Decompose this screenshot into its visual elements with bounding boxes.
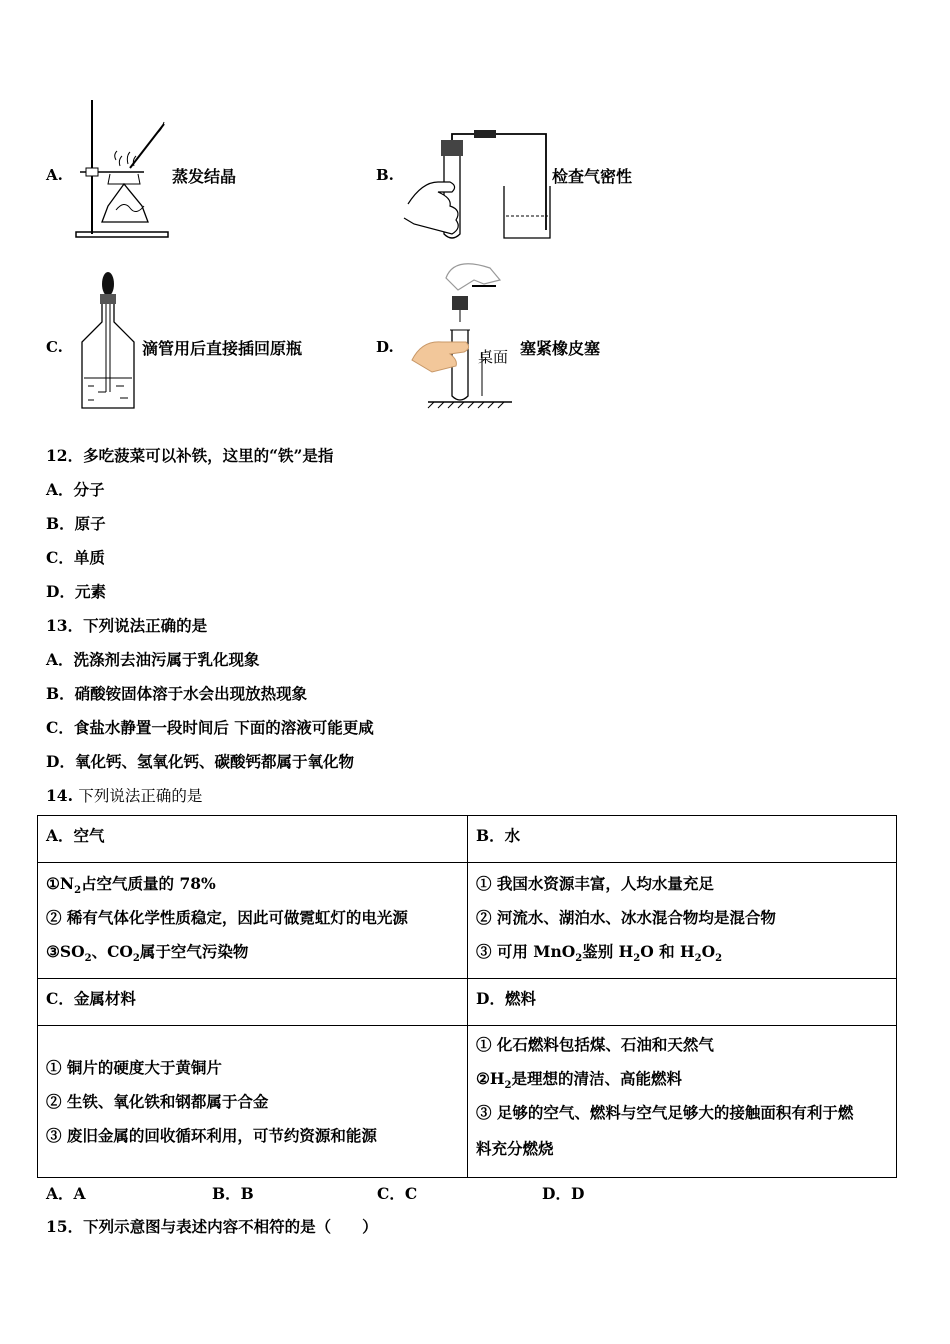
a-item-3: $③SO_2$、$CO_2$属于空气污染物 (46, 942, 249, 965)
cell-d-body (468, 1026, 897, 1178)
d-item-3a: ③ 足够的空气、燃料与空气足够大的接触面积有利于燃 (476, 1103, 854, 1122)
q12-option-c: C．单质 (46, 548, 105, 567)
cell-c-body (38, 1026, 468, 1178)
q14-option-b: B．B (212, 1184, 254, 1203)
dropper-bottle-diagram (80, 268, 136, 412)
option-c-caption: 滴管用后直接插回原瓶 (142, 339, 303, 358)
stopper-on-desk-diagram (410, 256, 520, 412)
option-d-letter: D. (376, 338, 394, 356)
q14-option-a: A．A (46, 1184, 86, 1203)
b-item-3: ③ 可用 MnO$_2$鉴别 $H_2O$ 和 $H_2O_2$ (476, 942, 723, 965)
q14-number: 14. (46, 786, 73, 805)
option-a-caption: 蒸发结晶 (172, 167, 237, 186)
q13-option-a: A．洗涤剂去油污属于乳化现象 (46, 650, 260, 669)
option-b-caption: 检查气密性 (552, 167, 633, 186)
d-item-3b: 料充分燃烧 (476, 1139, 554, 1158)
q13-stem: 13．下列说法正确的是 (46, 616, 208, 635)
cell-b-body (468, 863, 897, 979)
cell-a-head: A．空气 (38, 816, 468, 863)
option-b-letter: B. (376, 166, 394, 184)
a-item-1: $①N_2$占空气质量的 78% (46, 874, 216, 897)
desk-surface-label: 桌面 (478, 348, 509, 366)
option-c-letter: C. (46, 338, 63, 356)
q14-option-d: D．D (542, 1184, 585, 1203)
c-item-3: ③ 废旧金属的回收循环利用，可节约资源和能源 (46, 1125, 377, 1145)
cell-b-head: B．水 (468, 816, 897, 863)
q14-option-c: C．C (377, 1184, 418, 1203)
d-item-1: ① 化石燃料包括煤、石油和天然气 (476, 1035, 714, 1054)
c-item-1: ① 铜片的硬度大于黄铜片 (46, 1057, 222, 1077)
option-a-letter: A. (46, 166, 63, 184)
d-item-2: $②H_2$是理想的清洁、高能燃料 (476, 1069, 683, 1092)
c-item-2: ② 生铁、氧化铁和钢都属于合金 (46, 1091, 269, 1111)
q12-option-d: D．元素 (46, 582, 106, 601)
q14-stem-line (46, 784, 202, 806)
cell-c-head: C．金属材料 (38, 979, 468, 1026)
q14-table (37, 815, 897, 1178)
cell-d-head: D．燃料 (468, 979, 897, 1026)
airtightness-check-diagram (404, 130, 554, 242)
option-d-caption: 塞紧橡皮塞 (520, 339, 601, 358)
q13-option-b: B．硝酸铵固体溶于水会出现放热现象 (46, 684, 308, 703)
q12-option-b: B．原子 (46, 514, 106, 533)
cell-a-body (38, 863, 468, 979)
q12-stem: 12．多吃菠菜可以补铁，这里的“铁”是指 (46, 446, 334, 465)
q13-option-c: C．食盐水静置一段时间后 下面的溶液可能更咸 (46, 718, 374, 737)
q13-option-d: D．氧化钙、氢氧化钙、碳酸钙都属于氧化物 (46, 752, 354, 771)
b-item-2: ② 河流水、湖泊水、冰水混合物均是混合物 (476, 908, 776, 927)
a-item-2: ② 稀有气体化学性质稳定，因此可做霓虹灯的电光源 (46, 908, 408, 927)
q14-stem: 下列说法正确的是 (78, 787, 203, 805)
b-item-1: ① 我国水资源丰富，人均水量充足 (476, 874, 714, 893)
evaporation-apparatus-diagram (72, 98, 172, 240)
q15-stem: 15．下列示意图与表述内容不相符的是（ ） (46, 1217, 378, 1236)
q12-option-a: A．分子 (46, 480, 105, 499)
